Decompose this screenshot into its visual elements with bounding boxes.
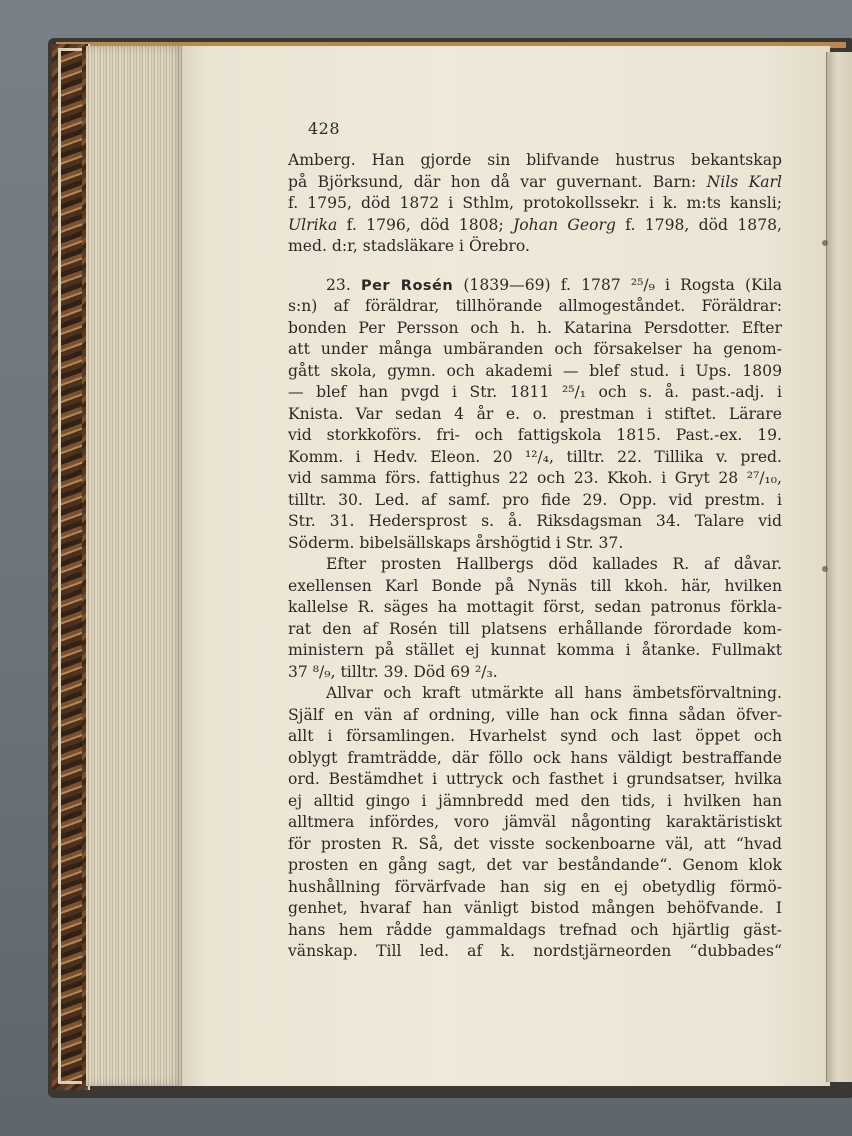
text-segment: ord. Bestämdhet i uttryck och fasthet i grundsatser, hvilka — [288, 770, 782, 788]
text-line — [288, 275, 782, 297]
text-segment: allt i församlingen. Hvarhelst synd och last öppet och — [288, 727, 782, 745]
text-segment: hans hem rådde gammaldags trefnad och hjärtlig gäst- — [288, 920, 782, 939]
text-line — [288, 791, 782, 813]
text-segment: oblygt framträdde, där föllo ock hans väldigt bestraffande — [288, 748, 782, 767]
text-line — [288, 619, 782, 641]
text-segment: att under många umbäranden och försakelser ha genom- — [288, 340, 782, 358]
text-segment: Komm. i Hedv. Eleon. 20 ¹²/₄, tilltr. 22. Tillika v. pred. — [288, 447, 782, 466]
text-segment: ej alltid gingo i jämnbredd med den tids, i hvilken han — [288, 791, 782, 810]
italic-name: Johan Georg — [513, 215, 616, 234]
margin-speck — [822, 240, 828, 246]
cover-spine-edge — [58, 48, 82, 1084]
text-segment: hushållning förvärfvade han sig en ej obetydlig förmö- — [288, 877, 782, 896]
text-line — [288, 296, 782, 318]
text-line — [288, 748, 782, 770]
text-segment: — blef han pvgd i Str. 1811 ²⁵/₁ och s. å. past.-adj. i — [288, 383, 782, 401]
text-line — [288, 382, 782, 404]
text-segment: prosten en gång sagt, det var beståndande“. Genom klok — [288, 856, 782, 874]
text-segment: Amberg. Han gjorde sin blifvande hustrus bekantskap — [288, 151, 782, 169]
text-segment: s:n) af föräldrar, tillhörande allmogeståndet. Föräldrar: — [288, 297, 782, 315]
text-line — [288, 318, 782, 340]
text-segment: Allvar och kraft utmärkte all hans ämbetsförvaltning. — [326, 684, 782, 702]
text-line — [288, 683, 782, 705]
text-line — [288, 576, 782, 598]
body-text — [288, 150, 782, 963]
text-line — [288, 339, 782, 361]
page-number: 428 — [308, 119, 341, 138]
text-line — [288, 447, 782, 469]
text-line — [288, 468, 782, 490]
text-line — [288, 361, 782, 383]
text-line — [288, 172, 782, 194]
text-line — [288, 193, 782, 215]
text-segment: (1839—69) f. 1787 ²⁵/₉ i Rogsta (Kila — [453, 275, 782, 294]
text-segment: med. d:r, stadsläkare i Örebro. — [288, 237, 530, 255]
text-line — [288, 511, 782, 533]
text-line — [288, 898, 782, 920]
text-line — [288, 640, 782, 662]
text-line — [288, 726, 782, 748]
italic-name: Nils Karl — [706, 172, 782, 191]
text-segment: Str. 31. Hedersprost s. å. Riksdagsman 34. Talare vid — [288, 512, 782, 530]
facing-page-edge — [826, 52, 852, 1082]
heading-name: Per Rosén — [360, 277, 454, 294]
text-line — [288, 812, 782, 834]
paragraph-gap — [288, 258, 782, 275]
text-line — [288, 425, 782, 447]
text-line — [288, 662, 782, 684]
text-line — [288, 834, 782, 856]
text-segment: 37 ⁸/₉, tilltr. 39. Död 69 ²/₃. — [288, 662, 498, 681]
text-segment: genhet, hvaraf han vänligt bistod mången behöfvande. I — [288, 899, 782, 917]
text-line — [288, 877, 782, 899]
text-line — [288, 769, 782, 791]
text-line — [288, 554, 782, 576]
text-segment: rat den af Rosén till platsens erhållande förordade kom- — [288, 619, 782, 638]
text-line — [288, 920, 782, 942]
text-segment: Knista. Var sedan 4 år e. o. prestman i stiftet. Lärare — [288, 404, 782, 423]
margin-speck — [822, 566, 828, 572]
text-line — [288, 597, 782, 619]
text-line — [288, 490, 782, 512]
text-segment: 23. — [326, 275, 361, 294]
text-line — [288, 855, 782, 877]
text-segment: Själf en vän af ordning, ville han ock finna sådan öfver- — [288, 705, 782, 724]
text-line — [288, 533, 782, 555]
text-line — [288, 215, 782, 237]
text-segment: kallelse R. säges ha mottagit först, sedan patronus förkla- — [288, 598, 782, 616]
text-segment: alltmera infördes, voro jämväl någonting karaktäristiskt — [288, 813, 782, 831]
text-line — [288, 150, 782, 172]
text-segment: bonden Per Persson och h. h. Katarina Persdotter. Efter — [288, 318, 782, 337]
text-segment: vid storkkoförs. fri- och fattigskola 1815. Past.-ex. 19. — [288, 426, 782, 444]
text-segment: f. 1796, död 1808; — [337, 215, 514, 234]
text-segment: f. 1795, död 1872 i Sthlm, protokollssekr. i k. m:ts kansli; — [288, 194, 782, 212]
text-segment: exellensen Karl Bonde på Nynäs till kkoh. här, hvilken — [288, 576, 782, 595]
text-segment: vänskap. Till led. af k. nordstjärneorden “dubbades“ — [288, 942, 782, 960]
text-segment: Efter prosten Hallbergs död kallades R. af dåvar. — [326, 555, 782, 573]
text-line — [288, 941, 782, 963]
text-segment: Söderm. bibelsällskaps årshögtid i Str. 37. — [288, 533, 624, 552]
text-line — [288, 705, 782, 727]
text-line — [288, 236, 782, 258]
text-segment: tilltr. 30. Led. af samf. pro fide 29. Opp. vid prestm. i — [288, 490, 782, 509]
text-segment: vid samma förs. fattighus 22 och 23. Kkoh. i Gryt 28 ²⁷/₁₀, — [288, 469, 782, 487]
text-segment: gått skola, gymn. och akademi — blef stud. i Ups. 1809 — [288, 361, 782, 380]
text-segment: ministern på stället ej kunnat komma i åtanke. Fullmakt — [288, 641, 782, 659]
text-segment: för prosten R. Så, det visste sockenboarne väl, att “hvad — [288, 834, 782, 853]
page-stack-edge — [86, 46, 184, 1086]
text-line — [288, 404, 782, 426]
text-segment: på Björksund, där hon då var guvernant. Barn: — [288, 172, 707, 191]
text-segment: f. 1798, död 1878, — [615, 215, 782, 234]
italic-name: Ulrika — [288, 215, 338, 234]
